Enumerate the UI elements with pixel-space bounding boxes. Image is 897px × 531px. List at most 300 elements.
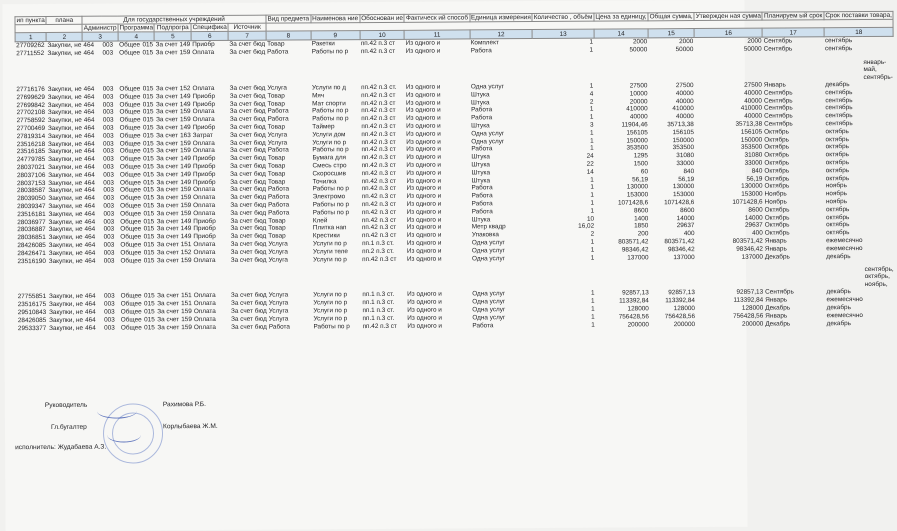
cell-fs: Из одного и — [406, 184, 442, 193]
cell-src: Затрат — [192, 131, 213, 139]
cell-p: 003 — [103, 179, 114, 187]
cell-pr1: 1295 — [633, 152, 648, 160]
cell-k: 159 — [179, 49, 191, 57]
cell-t: Закупки, не — [48, 163, 83, 171]
cell-pr: Услуга — [268, 240, 288, 248]
cell-sum: 150000 — [672, 136, 694, 144]
cell-a: 464 — [84, 194, 96, 202]
cell-k: 152 — [179, 85, 191, 93]
col-header-utv: Утвержден ная сумма — [695, 12, 761, 21]
cell-sum: 98346,42 — [667, 245, 695, 253]
column-number: 2 — [46, 33, 82, 42]
cell-p: 003 — [103, 233, 115, 241]
cell-v: За счет бюд — [230, 225, 267, 233]
cell-pr: Работа — [268, 323, 290, 331]
cell-nm: Таймер — [312, 123, 335, 131]
cell-v: За счет бюд — [231, 315, 267, 323]
cell-ut: 29637 — [744, 221, 763, 230]
cell-k: 159 — [179, 108, 191, 116]
col-header-source: Источник — [228, 23, 266, 31]
cell-n: 015 — [143, 147, 154, 155]
cell-sum: 2000 — [679, 38, 694, 46]
cell-nm: Плитка нап — [312, 224, 347, 232]
cell-sp: За счет — [156, 155, 179, 163]
cell-sr: октябрь — [826, 221, 850, 229]
cell-ed: Одна услуг — [471, 137, 505, 145]
cell-k: 149 — [180, 225, 192, 233]
cell-sum: 14000 — [676, 214, 695, 222]
cell-sum: 8600 — [680, 206, 695, 214]
cell-fs: Из одного и — [406, 223, 442, 232]
cell-pr: Услуга — [267, 84, 287, 92]
cell-fs: Из одного и — [407, 314, 442, 322]
cell-sum: 153000 — [672, 191, 695, 199]
cell-src: Приобр — [193, 178, 216, 186]
cell-sr: ежемесячно — [826, 236, 863, 245]
cell-s: Общее — [120, 300, 142, 308]
cell-ut: 840 — [751, 167, 763, 175]
cell-sr: сентябрь — [824, 37, 853, 45]
cell-sp: За счет — [155, 49, 178, 57]
column-number: 10 — [360, 31, 405, 40]
cell-fs: Из одного и — [405, 91, 441, 99]
column-number: 16 — [694, 29, 762, 38]
cell-n: 015 — [143, 217, 155, 225]
col-header-obsh: Общая сумма, — [649, 13, 693, 21]
cell-s: Общее — [119, 178, 141, 187]
cell-pr: Товар — [267, 162, 286, 170]
cell-v: За счет бюд — [229, 139, 266, 147]
cell-k: 163 — [180, 131, 191, 139]
cell-pr1: 803571,42 — [618, 238, 649, 246]
cell-ed: Штука — [471, 153, 490, 161]
cell-p: 003 — [103, 292, 115, 300]
cell-pr1: 1500 — [633, 160, 648, 168]
cell-nm: Услуги по р — [312, 240, 347, 248]
cell-ob: пп.42 п.3 ст — [361, 208, 397, 216]
cell-k: 149 — [180, 178, 192, 186]
cell-n: 015 — [143, 292, 155, 300]
cell-t: Закупки, не — [48, 233, 83, 242]
cell-id: 23516190 — [17, 257, 46, 265]
cell-a: 464 — [85, 324, 96, 332]
cell-pl: Декабрь — [764, 252, 790, 261]
cell-nm: Услуги теле — [313, 247, 348, 256]
cell-t: Закупки, не — [48, 140, 83, 148]
cell-ut: 137000 — [741, 253, 763, 261]
cell-s: Общее — [120, 210, 142, 218]
cell-nm: Мяч — [312, 92, 325, 100]
cell-sp: За счет — [156, 170, 179, 179]
cell-p: 003 — [103, 300, 115, 308]
cell-sp: За счет — [155, 108, 178, 116]
cell-v: За счет бюд — [230, 170, 266, 178]
cell-n: 015 — [142, 132, 154, 140]
col-header-cena: Цена за единицу, — [595, 13, 647, 21]
cell-sr: ежемесячно — [826, 311, 863, 319]
cell-p: 003 — [103, 241, 115, 249]
cell-fs: Из одного и — [406, 200, 442, 208]
cell-s: Общее — [119, 108, 141, 116]
cell-id: 28038587 — [17, 187, 46, 195]
head-label: Руководитель — [44, 401, 88, 410]
cell-a: 464 — [84, 300, 96, 308]
cell-fs: Из одного и — [406, 169, 442, 177]
cell-ut: 40000 — [744, 97, 762, 105]
delivery-period-note: сентябрь, октябрь, ноябрь, — [864, 265, 894, 288]
cell-ob: пп.42 п.3 ст — [361, 122, 396, 131]
cell-v: За счет бюд — [229, 108, 266, 116]
cell-sum: 156105 — [672, 128, 694, 136]
cell-a: 464 — [84, 187, 95, 195]
cell-nm: Услуги по р — [313, 314, 348, 323]
cell-q: 1 — [589, 129, 594, 137]
accountant-label: Гл.бугалтер — [50, 423, 87, 431]
cell-id: 23516218 — [16, 140, 46, 148]
cell-sum: 353500 — [672, 144, 695, 152]
cell-ut: 8600 — [748, 206, 763, 214]
cell-sum: 756428,56 — [664, 312, 696, 320]
cell-p: 003 — [102, 85, 114, 93]
cell-ob: пп.42 п.3 ст — [360, 48, 396, 56]
cell-pl: Сентябрь — [765, 288, 794, 296]
cell-q: 1 — [590, 207, 595, 215]
cell-t: Закупки, не — [49, 308, 84, 316]
cell-sp: За счет — [156, 241, 179, 249]
cell-nm: Работы по р — [311, 48, 349, 56]
cell-fs: Из одного и — [406, 130, 441, 138]
cell-ut: 1071428,6 — [732, 198, 763, 206]
cell-sr: сентябрь — [824, 45, 853, 53]
cell-ut: 27500 — [744, 81, 762, 89]
cell-k: 151 — [181, 292, 192, 300]
cell-v: За счет бюд — [230, 240, 267, 248]
cell-id: 28037106 — [16, 171, 46, 179]
cell-pr1: 756428,56 — [618, 313, 649, 321]
cell-ob: пп.1 п.3 ст. — [362, 239, 394, 248]
cell-ed: Одна услуг — [472, 306, 506, 314]
cell-q: 14 — [586, 168, 594, 176]
cell-v: За счет бюд — [230, 232, 267, 241]
column-number: 9 — [311, 31, 360, 40]
cell-pr: Товар — [267, 92, 285, 100]
cell-ut: 410000 — [740, 105, 763, 113]
cell-ed: Метр квадр — [471, 223, 506, 231]
cell-sr: октябрь — [826, 213, 850, 221]
cell-s: Общее — [120, 202, 142, 210]
cell-pr1: 2000 — [632, 38, 648, 46]
cell-pr1: 8600 — [634, 207, 649, 215]
cell-nm: Услуги по р — [313, 299, 348, 307]
cell-n: 015 — [143, 194, 155, 202]
cell-sum: 92857,13 — [668, 289, 695, 297]
cell-ed: Одна услуг — [470, 83, 504, 91]
cell-ob: пп.42 п.3 ст — [361, 200, 397, 209]
cell-q: 1 — [590, 176, 594, 184]
cell-a: 464 — [83, 49, 95, 57]
column-number: 18 — [824, 28, 894, 37]
cell-ob: пп.1 п.3 ст. — [362, 306, 395, 314]
cell-p: 003 — [104, 308, 115, 316]
cell-src: Приобр — [192, 162, 216, 171]
cell-ed: Одна услуг — [471, 129, 505, 138]
cell-ob: пп.42 п.3 ст — [361, 224, 397, 232]
column-number: 11 — [405, 30, 470, 39]
cell-sp: За счет — [156, 163, 179, 171]
cell-pr1: 200 — [637, 230, 649, 238]
cell-id: 28426471 — [17, 249, 46, 257]
cell-v: За счет бюд — [229, 92, 266, 100]
cell-nm: Работы по р — [312, 185, 349, 193]
cell-t: Закупки, не — [47, 124, 82, 132]
cell-ed: Работа — [470, 47, 492, 55]
cell-ed: Работа — [471, 208, 493, 216]
cell-sp: За счет — [157, 323, 180, 331]
cell-n: 015 — [143, 225, 155, 233]
cell-t: Закупки, не — [48, 257, 83, 265]
cell-q: 24 — [586, 152, 594, 160]
cell-sum: 50000 — [675, 46, 694, 54]
cell-fs: Из одного и — [406, 153, 441, 161]
col-header-specifika: Специфика — [192, 24, 227, 32]
cell-pr: Товар — [268, 232, 286, 240]
cell-pr1: 150000 — [626, 136, 648, 145]
cell-pl: Январь — [764, 237, 787, 245]
cell-a: 464 — [84, 148, 95, 156]
cell-ob: пп.42 п.3 ст — [361, 154, 396, 162]
cell-src: Оплата — [192, 49, 215, 57]
cell-sr: декабрь — [826, 252, 851, 260]
cell-s: Общее — [120, 233, 142, 241]
cell-s: Общее — [119, 93, 141, 101]
cell-k: 149 — [180, 124, 191, 132]
cell-ob: пп.42 п.3 ст — [361, 193, 397, 201]
cell-nm: Услуги по р — [313, 291, 348, 299]
cell-n: 015 — [143, 178, 154, 186]
cell-src: Приобр — [192, 170, 216, 178]
cell-pr: Товар — [268, 217, 286, 225]
cell-p: 003 — [102, 93, 114, 101]
cell-pr: Работа — [267, 185, 290, 194]
cell-q: 1 — [590, 184, 594, 192]
cell-ed: Одна услуг — [471, 246, 505, 255]
cell-ed: Штука — [471, 98, 490, 107]
cell-ob: пп.42 п.3 ст. — [361, 83, 397, 92]
cell-ut: 130000 — [741, 182, 763, 191]
cell-t: Закупки, не — [48, 210, 83, 218]
cell-pr1: 1850 — [634, 222, 649, 230]
cell-src: Приобр — [192, 100, 216, 108]
cell-sp: За счет — [156, 256, 179, 264]
cell-p: 003 — [102, 42, 114, 50]
cell-p: 003 — [102, 124, 114, 132]
cell-ob: пп.1 п.3 ст. — [362, 314, 395, 322]
cell-s: Общее — [120, 241, 142, 249]
cell-src: Оплата — [192, 84, 215, 93]
cell-fs: Из одного и — [406, 177, 442, 185]
cell-pl: Октябрь — [764, 136, 790, 144]
cell-v: За счет бюд — [231, 323, 267, 331]
cell-id: 28037021 — [16, 163, 46, 172]
cell-ob: пп.42 п.3 ст — [362, 322, 397, 330]
cell-nm: Работы по р — [313, 322, 350, 330]
cell-ut: 156105 — [740, 128, 763, 136]
cell-k: 149 — [179, 92, 191, 100]
cell-q: 1 — [590, 191, 594, 199]
cell-v: За счет бюд — [230, 162, 266, 170]
cell-a: 464 — [84, 308, 96, 316]
cell-sr: ноябрь — [825, 198, 848, 206]
cell-sp: За счет — [156, 194, 179, 202]
cell-nm: Работы по р — [312, 107, 349, 115]
cell-ob: пп.2 п.3 ст. — [362, 247, 394, 255]
cell-pl: Сентябрь — [764, 120, 793, 128]
cell-ed: Работа — [471, 184, 493, 192]
cell-q: 1 — [591, 313, 595, 321]
col-header-srok: Срок поставки товара, — [825, 11, 892, 20]
cell-p: 003 — [103, 218, 115, 226]
cell-a: 464 — [84, 293, 96, 301]
cell-nm: Смесь стро — [312, 162, 347, 170]
col-header-fakt: Фактическ ий способ — [405, 14, 469, 22]
cell-sp: За счет — [156, 124, 179, 132]
cell-pr: Услуга — [268, 299, 289, 307]
cell-pr: Работа — [267, 107, 289, 116]
cell-v: За счет бюд — [229, 84, 266, 92]
cell-pr: Услуга — [268, 291, 289, 299]
cell-n: 015 — [143, 210, 155, 218]
cell-s: Общее — [120, 292, 142, 300]
cell-ed: Работа — [471, 114, 493, 122]
cell-ob: пп.42 п.3 ст — [362, 255, 397, 263]
cell-pr: Работа — [267, 115, 289, 123]
cell-sr: октябрь — [825, 166, 850, 175]
cell-a: 464 — [83, 116, 95, 124]
cell-s: Общее — [119, 124, 141, 132]
cell-v: За счет бюд — [230, 154, 266, 163]
cell-src: Приобр — [193, 225, 216, 233]
cell-q: 4 — [589, 90, 594, 98]
cell-id: 27702108 — [16, 109, 46, 117]
cell-s: Общее — [119, 140, 141, 148]
cell-v: За счет бюд — [230, 209, 267, 217]
cell-t: Закупки, не — [48, 202, 83, 210]
cell-s: Общее — [119, 186, 141, 194]
cell-a: 464 — [84, 179, 95, 187]
cell-sr: октябрь — [825, 127, 849, 136]
cell-id: 24779785 — [16, 156, 46, 164]
cell-p: 003 — [102, 132, 114, 140]
cell-pr: Работа — [267, 48, 289, 56]
cell-nm: Работы по р — [312, 115, 349, 123]
cell-q: 1 — [590, 254, 595, 262]
cell-q: 1 — [590, 199, 595, 207]
cell-p: 003 — [103, 202, 115, 210]
cell-k: 159 — [180, 256, 192, 264]
cell-pr: Услуга — [268, 248, 288, 256]
cell-q: 3 — [589, 121, 594, 129]
cell-id: 29533377 — [17, 324, 47, 332]
cell-n: 015 — [142, 85, 154, 93]
cell-pl: Октябрь — [764, 167, 790, 175]
cell-id: 23516181 — [17, 210, 46, 218]
cell-a: 464 — [84, 233, 96, 241]
cell-nm: Электромо — [312, 193, 346, 201]
cell-sr: декабрь — [825, 81, 850, 89]
cell-q: 1 — [589, 82, 594, 90]
cell-nm: Мат спорти — [312, 99, 346, 107]
cell-src: Оплата — [193, 292, 216, 300]
cell-sr: декабрь — [826, 319, 852, 327]
cell-sp: За счет — [156, 209, 179, 218]
cell-s: Общее — [119, 41, 141, 49]
cell-k: 159 — [179, 116, 191, 124]
cell-ut: 128000 — [741, 304, 764, 312]
cell-sp: За счет — [156, 248, 179, 257]
cell-v: За счет бюд — [230, 217, 267, 225]
col-header-subprogram: Подпрогра — [154, 24, 191, 32]
cell-pr1: 1071428,6 — [617, 199, 649, 207]
cell-src: Оплата — [193, 323, 216, 331]
cell-fs: Из одного и — [406, 106, 441, 115]
cell-p: 003 — [103, 249, 115, 257]
cell-ut: 803571,42 — [732, 237, 763, 245]
cell-k: 159 — [181, 315, 192, 323]
cell-k: 149 — [180, 170, 192, 178]
cell-sp: За счет — [156, 147, 179, 155]
cell-ut: 50000 — [743, 45, 762, 53]
cell-id: 27819314 — [16, 132, 46, 140]
cell-p: 003 — [103, 210, 115, 218]
cell-src: Оплата — [192, 139, 215, 147]
cell-ut: 153000 — [741, 190, 763, 198]
cell-v: За счет бюд — [230, 299, 267, 308]
cell-id: 27711552 — [16, 50, 45, 58]
cell-ed: Работа — [471, 200, 493, 208]
cell-t: Закупки, не — [48, 241, 83, 249]
cell-s: Общее — [120, 217, 142, 226]
cell-n: 015 — [143, 186, 155, 194]
cell-id: 27700469 — [16, 124, 46, 133]
cell-pl: Сентябрь — [763, 89, 793, 97]
cell-nm: Бумага для — [312, 154, 347, 162]
cell-sp: За счет — [155, 100, 178, 108]
cell-ob: пп.42 п.3 ст — [361, 185, 397, 193]
cell-pl: Январь — [763, 81, 786, 89]
cell-sp: За счет — [156, 178, 179, 186]
cell-k: 149 — [180, 163, 191, 171]
cell-ob: пп.42 п.3 ст — [361, 161, 396, 170]
cell-fs: Из одного и — [405, 83, 441, 91]
cell-n: 015 — [143, 171, 154, 179]
cell-ut: 200000 — [741, 320, 764, 328]
cell-t: Закупки, не — [47, 109, 82, 117]
cell-q: 2 — [589, 98, 594, 106]
cell-id: 23516185 — [16, 148, 46, 156]
cell-id: 27699629 — [16, 93, 45, 101]
cell-src: Приобр — [193, 233, 216, 241]
cell-id: 23516175 — [17, 301, 47, 309]
cell-sr: ежемесячно — [826, 296, 863, 304]
cell-ob: пп.42 п.3 ст — [361, 146, 396, 154]
cell-nm: Клей — [312, 216, 328, 224]
cell-k: 151 — [181, 300, 192, 308]
cell-id: 27755851 — [17, 293, 47, 301]
col-header-admin: Администр — [83, 24, 117, 32]
cell-s: Общее — [120, 249, 142, 257]
cell-fs: Из одного и — [406, 138, 441, 146]
cell-ed: Одна услуг — [471, 239, 505, 247]
